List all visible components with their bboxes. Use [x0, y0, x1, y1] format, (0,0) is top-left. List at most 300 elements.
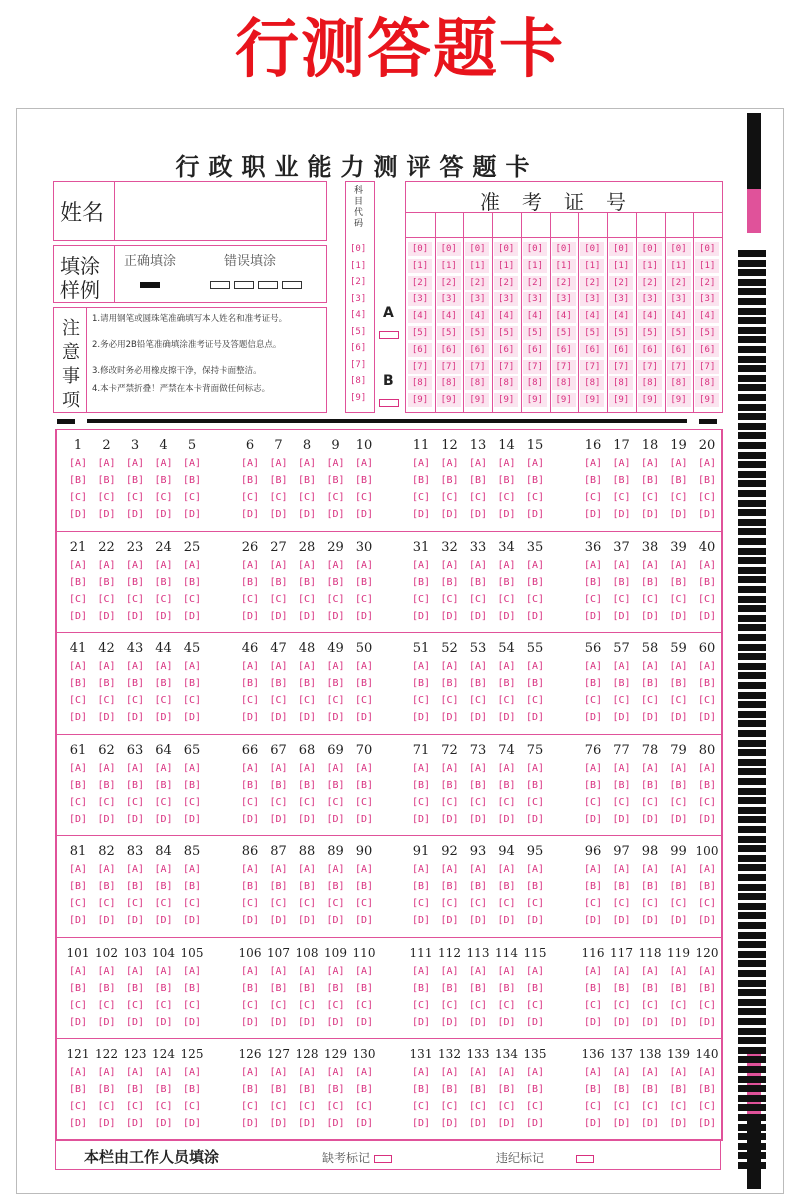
answer-option[interactable]: [A] [669, 965, 688, 977]
violation-mark[interactable] [496, 1149, 594, 1166]
answer-option[interactable]: [B] [182, 982, 202, 994]
answer-option[interactable]: [B] [669, 576, 688, 588]
answer-option[interactable]: [D] [269, 813, 288, 825]
exam-id-digit[interactable]: [7] [638, 360, 662, 374]
answer-option[interactable]: [B] [640, 576, 660, 588]
exam-id-digit[interactable]: [9] [494, 393, 518, 407]
answer-option[interactable]: [D] [640, 1118, 660, 1129]
answer-option[interactable]: [C] [669, 999, 688, 1011]
answer-option[interactable]: [B] [68, 881, 88, 892]
answer-option[interactable]: [D] [440, 1016, 459, 1028]
answer-option[interactable]: [C] [68, 898, 88, 909]
answer-option[interactable]: [C] [354, 999, 374, 1011]
answer-option[interactable]: [A] [97, 661, 116, 672]
answer-option[interactable]: [B] [326, 881, 345, 892]
exam-id-digit[interactable]: [1] [609, 259, 633, 273]
answer-option[interactable]: [A] [125, 965, 145, 977]
answer-option[interactable]: [C] [669, 796, 688, 808]
answer-option[interactable]: [C] [240, 695, 260, 706]
exam-id-digit[interactable]: [9] [609, 393, 633, 407]
answer-option[interactable]: [C] [525, 1101, 545, 1112]
exam-id-digit[interactable]: [3] [523, 292, 547, 306]
answer-option[interactable]: [D] [240, 509, 260, 520]
exam-id-digit[interactable]: [6] [465, 343, 489, 357]
answer-option[interactable]: [B] [583, 576, 603, 588]
exam-id-digit[interactable]: [6] [408, 343, 432, 357]
answer-option[interactable]: [C] [269, 796, 288, 808]
answer-option[interactable]: [B] [125, 1084, 145, 1095]
answer-option[interactable]: [A] [497, 559, 516, 571]
exam-id-digit[interactable]: [0] [609, 242, 633, 256]
answer-option[interactable]: [B] [354, 1084, 374, 1095]
exam-id-digit[interactable]: [0] [638, 242, 662, 256]
answer-option[interactable]: [D] [468, 1118, 488, 1129]
answer-option[interactable]: [C] [525, 593, 545, 605]
exam-id-digit[interactable]: [9] [580, 393, 604, 407]
answer-option[interactable]: [C] [297, 492, 317, 503]
answer-option[interactable]: [D] [125, 915, 145, 926]
answer-option[interactable]: [A] [440, 864, 459, 875]
answer-option[interactable]: [D] [182, 915, 202, 926]
exam-id-digit[interactable]: [4] [609, 309, 633, 323]
answer-option[interactable]: [C] [669, 1101, 688, 1112]
answer-option[interactable]: [D] [411, 610, 431, 622]
answer-option[interactable]: [B] [640, 678, 660, 689]
answer-option[interactable]: [D] [97, 915, 116, 926]
exam-id-digit[interactable]: [8] [609, 376, 633, 390]
answer-option[interactable]: [D] [411, 1118, 431, 1129]
answer-option[interactable]: [B] [411, 779, 431, 791]
answer-option[interactable]: [C] [182, 593, 202, 605]
answer-option[interactable]: [A] [697, 1067, 717, 1078]
answer-option[interactable]: [B] [68, 982, 88, 994]
answer-option[interactable]: [B] [97, 881, 116, 892]
answer-option[interactable]: [A] [640, 458, 660, 469]
answer-option[interactable]: [D] [612, 813, 631, 825]
answer-option[interactable]: [B] [97, 576, 116, 588]
answer-option[interactable]: [C] [497, 1101, 516, 1112]
answer-option[interactable]: [B] [669, 1084, 688, 1095]
answer-option[interactable]: [D] [326, 509, 345, 520]
answer-option[interactable]: [A] [269, 965, 288, 977]
answer-option[interactable]: [C] [612, 796, 631, 808]
exam-id-digit[interactable]: [5] [465, 326, 489, 340]
answer-option[interactable]: [D] [326, 1118, 345, 1129]
answer-option[interactable]: [D] [697, 1016, 717, 1028]
answer-option[interactable]: [A] [240, 559, 260, 571]
answer-option[interactable]: [B] [525, 881, 545, 892]
answer-option[interactable]: [D] [326, 610, 345, 622]
exam-id-digit[interactable]: [2] [494, 276, 518, 290]
answer-option[interactable]: [C] [297, 898, 317, 909]
answer-option[interactable]: [D] [640, 509, 660, 520]
answer-option[interactable]: [B] [440, 678, 459, 689]
answer-option[interactable]: [C] [240, 796, 260, 808]
exam-id-digit[interactable]: [0] [552, 242, 576, 256]
answer-option[interactable]: [C] [97, 999, 116, 1011]
answer-option[interactable]: [B] [125, 881, 145, 892]
answer-option[interactable]: [A] [411, 1067, 431, 1078]
answer-option[interactable]: [D] [182, 610, 202, 622]
answer-option[interactable]: [B] [125, 982, 145, 994]
type-a-bubble[interactable] [379, 331, 399, 339]
answer-option[interactable]: [C] [583, 1101, 603, 1112]
answer-option[interactable]: [B] [269, 1084, 288, 1095]
answer-option[interactable]: [A] [669, 559, 688, 571]
answer-option[interactable]: [B] [612, 576, 631, 588]
answer-option[interactable]: [C] [269, 695, 288, 706]
answer-option[interactable]: [B] [411, 1084, 431, 1095]
answer-option[interactable]: [A] [583, 762, 603, 774]
answer-option[interactable]: [C] [125, 593, 145, 605]
exam-id-digit[interactable]: [1] [465, 259, 489, 273]
answer-option[interactable]: [D] [154, 1016, 173, 1028]
answer-option[interactable]: [D] [240, 1118, 260, 1129]
answer-option[interactable]: [D] [411, 813, 431, 825]
answer-option[interactable]: [B] [468, 982, 488, 994]
answer-option[interactable]: [D] [297, 610, 317, 622]
answer-option[interactable]: [C] [354, 1101, 374, 1112]
answer-option[interactable]: [A] [97, 1067, 116, 1078]
exam-id-digit[interactable]: [4] [695, 309, 719, 323]
answer-option[interactable]: [D] [497, 915, 516, 926]
exam-id-digit[interactable]: [4] [638, 309, 662, 323]
answer-option[interactable]: [B] [354, 982, 374, 994]
answer-option[interactable]: [B] [182, 678, 202, 689]
answer-option[interactable]: [B] [97, 982, 116, 994]
answer-option[interactable]: [D] [240, 915, 260, 926]
answer-option[interactable]: [D] [354, 712, 374, 723]
answer-option[interactable]: [A] [583, 559, 603, 571]
answer-option[interactable]: [A] [583, 965, 603, 977]
answer-option[interactable]: [D] [182, 1016, 202, 1028]
exam-id-digit[interactable]: [6] [437, 343, 461, 357]
answer-option[interactable]: [A] [182, 458, 202, 469]
answer-option[interactable]: [D] [612, 712, 631, 723]
answer-option[interactable]: [C] [697, 492, 717, 503]
answer-option[interactable]: [B] [240, 881, 260, 892]
answer-option[interactable]: [A] [468, 661, 488, 672]
answer-option[interactable]: [C] [240, 593, 260, 605]
answer-option[interactable]: [C] [612, 492, 631, 503]
answer-option[interactable]: [B] [125, 779, 145, 791]
answer-option[interactable]: [B] [497, 982, 516, 994]
answer-option[interactable]: [D] [640, 610, 660, 622]
answer-option[interactable]: [D] [640, 1016, 660, 1028]
answer-option[interactable]: [A] [669, 458, 688, 469]
answer-option[interactable]: [A] [125, 1067, 145, 1078]
answer-option[interactable]: [A] [669, 1067, 688, 1078]
answer-option[interactable]: [B] [697, 576, 717, 588]
answer-option[interactable]: [C] [125, 796, 145, 808]
answer-option[interactable]: [C] [583, 999, 603, 1011]
answer-option[interactable]: [B] [182, 475, 202, 486]
exam-id-digit[interactable]: [3] [552, 292, 576, 306]
answer-option[interactable]: [B] [697, 475, 717, 486]
answer-option[interactable]: [B] [97, 678, 116, 689]
exam-id-digit[interactable]: [2] [638, 276, 662, 290]
answer-option[interactable]: [C] [440, 1101, 459, 1112]
answer-option[interactable]: [C] [97, 492, 116, 503]
answer-option[interactable]: [D] [440, 712, 459, 723]
exam-id-digit[interactable]: [5] [494, 326, 518, 340]
exam-id-digit[interactable]: [5] [638, 326, 662, 340]
answer-option[interactable]: [C] [525, 492, 545, 503]
answer-option[interactable]: [C] [326, 999, 345, 1011]
answer-option[interactable]: [B] [497, 881, 516, 892]
answer-option[interactable]: [C] [583, 695, 603, 706]
answer-option[interactable]: [D] [468, 1016, 488, 1028]
answer-option[interactable]: [C] [411, 1101, 431, 1112]
answer-option[interactable]: [C] [583, 796, 603, 808]
exam-id-digit[interactable]: [5] [552, 326, 576, 340]
answer-option[interactable]: [B] [326, 1084, 345, 1095]
answer-option[interactable]: [A] [583, 458, 603, 469]
answer-option[interactable]: [D] [68, 509, 88, 520]
answer-option[interactable]: [A] [182, 559, 202, 571]
answer-option[interactable]: [B] [154, 881, 173, 892]
exam-id-digit[interactable]: [0] [494, 242, 518, 256]
answer-option[interactable]: [D] [297, 509, 317, 520]
answer-option[interactable]: [C] [154, 898, 173, 909]
answer-option[interactable]: [D] [125, 509, 145, 520]
answer-option[interactable]: [D] [154, 813, 173, 825]
answer-option[interactable]: [B] [697, 982, 717, 994]
answer-option[interactable]: [D] [440, 915, 459, 926]
answer-option[interactable]: [C] [269, 593, 288, 605]
answer-option[interactable]: [D] [411, 915, 431, 926]
answer-option[interactable]: [A] [297, 762, 317, 774]
answer-option[interactable]: [B] [697, 1084, 717, 1095]
answer-option[interactable]: [B] [497, 779, 516, 791]
answer-option[interactable]: [A] [354, 965, 374, 977]
answer-option[interactable]: [C] [68, 593, 88, 605]
answer-option[interactable]: [C] [440, 492, 459, 503]
answer-option[interactable]: [A] [326, 458, 345, 469]
answer-option[interactable]: [D] [697, 813, 717, 825]
answer-option[interactable]: [D] [354, 1118, 374, 1129]
answer-option[interactable]: [A] [468, 1067, 488, 1078]
answer-option[interactable]: [D] [697, 509, 717, 520]
answer-option[interactable]: [D] [497, 813, 516, 825]
exam-id-digit[interactable]: [5] [580, 326, 604, 340]
exam-id-digit[interactable]: [8] [494, 376, 518, 390]
subject-code-digit[interactable]: [8] [350, 376, 367, 386]
answer-option[interactable]: [B] [669, 881, 688, 892]
answer-option[interactable]: [A] [125, 864, 145, 875]
answer-option[interactable]: [D] [269, 915, 288, 926]
answer-option[interactable]: [D] [440, 610, 459, 622]
answer-option[interactable]: [D] [612, 915, 631, 926]
answer-option[interactable]: [D] [612, 1118, 631, 1129]
answer-option[interactable]: [C] [154, 492, 173, 503]
answer-option[interactable]: [A] [354, 559, 374, 571]
exam-id-digit[interactable]: [2] [437, 276, 461, 290]
exam-id-digit[interactable]: [6] [695, 343, 719, 357]
exam-id-digit[interactable]: [0] [667, 242, 691, 256]
answer-option[interactable]: [B] [154, 678, 173, 689]
answer-option[interactable]: [C] [525, 695, 545, 706]
exam-id-digit[interactable]: [8] [408, 376, 432, 390]
answer-option[interactable]: [B] [411, 576, 431, 588]
answer-option[interactable]: [B] [154, 1084, 173, 1095]
answer-option[interactable]: [C] [612, 999, 631, 1011]
answer-option[interactable]: [C] [354, 898, 374, 909]
answer-option[interactable]: [B] [497, 678, 516, 689]
answer-option[interactable]: [C] [697, 593, 717, 605]
answer-option[interactable]: [C] [297, 1101, 317, 1112]
exam-id-digit[interactable]: [7] [437, 360, 461, 374]
answer-option[interactable]: [D] [154, 610, 173, 622]
answer-option[interactable]: [D] [612, 610, 631, 622]
answer-option[interactable]: [A] [269, 1067, 288, 1078]
answer-option[interactable]: [C] [269, 898, 288, 909]
answer-option[interactable]: [A] [497, 458, 516, 469]
answer-option[interactable]: [C] [326, 695, 345, 706]
exam-id-digit[interactable]: [1] [494, 259, 518, 273]
answer-option[interactable]: [A] [525, 864, 545, 875]
answer-option[interactable]: [D] [612, 1016, 631, 1028]
answer-option[interactable]: [A] [468, 458, 488, 469]
answer-option[interactable]: [D] [669, 610, 688, 622]
answer-option[interactable]: [D] [68, 1016, 88, 1028]
answer-option[interactable]: [A] [440, 1067, 459, 1078]
answer-option[interactable]: [C] [497, 695, 516, 706]
answer-option[interactable]: [A] [240, 661, 260, 672]
answer-option[interactable]: [C] [640, 695, 660, 706]
answer-option[interactable]: [A] [640, 1067, 660, 1078]
answer-option[interactable]: [A] [154, 458, 173, 469]
answer-option[interactable]: [C] [468, 1101, 488, 1112]
exam-id-digit[interactable]: [6] [580, 343, 604, 357]
answer-option[interactable]: [A] [68, 864, 88, 875]
exam-id-digit[interactable]: [4] [494, 309, 518, 323]
answer-option[interactable]: [A] [297, 559, 317, 571]
exam-id-digit[interactable]: [6] [523, 343, 547, 357]
answer-option[interactable]: [C] [125, 898, 145, 909]
answer-option[interactable]: [C] [97, 695, 116, 706]
answer-option[interactable]: [D] [297, 915, 317, 926]
answer-option[interactable]: [D] [640, 915, 660, 926]
answer-option[interactable]: [A] [583, 661, 603, 672]
answer-option[interactable]: [D] [411, 509, 431, 520]
exam-id-digit[interactable]: [9] [437, 393, 461, 407]
exam-id-digit[interactable]: [1] [523, 259, 547, 273]
answer-option[interactable]: [C] [583, 898, 603, 909]
answer-option[interactable]: [A] [497, 762, 516, 774]
answer-option[interactable]: [B] [583, 1084, 603, 1095]
answer-option[interactable]: [D] [411, 712, 431, 723]
answer-option[interactable]: [D] [240, 712, 260, 723]
answer-option[interactable]: [D] [411, 1016, 431, 1028]
exam-id-digit[interactable]: [6] [609, 343, 633, 357]
answer-option[interactable]: [A] [240, 864, 260, 875]
exam-id-digit[interactable]: [3] [695, 292, 719, 306]
answer-option[interactable]: [B] [612, 779, 631, 791]
answer-option[interactable]: [A] [297, 458, 317, 469]
exam-id-digit[interactable]: [3] [465, 292, 489, 306]
answer-option[interactable]: [B] [354, 678, 374, 689]
answer-option[interactable]: [C] [68, 796, 88, 808]
exam-id-digit[interactable]: [0] [580, 242, 604, 256]
answer-option[interactable]: [C] [612, 695, 631, 706]
answer-option[interactable]: [D] [326, 712, 345, 723]
answer-option[interactable]: [B] [468, 678, 488, 689]
exam-id-digit[interactable]: [7] [552, 360, 576, 374]
answer-option[interactable]: [B] [497, 1084, 516, 1095]
answer-option[interactable]: [B] [269, 779, 288, 791]
answer-option[interactable]: [B] [640, 1084, 660, 1095]
exam-id-digit[interactable]: [5] [408, 326, 432, 340]
answer-option[interactable]: [C] [240, 492, 260, 503]
answer-option[interactable]: [C] [182, 1101, 202, 1112]
answer-option[interactable]: [A] [411, 965, 431, 977]
answer-option[interactable]: [C] [297, 999, 317, 1011]
answer-option[interactable]: [D] [640, 813, 660, 825]
answer-option[interactable]: [A] [497, 1067, 516, 1078]
answer-option[interactable]: [B] [640, 475, 660, 486]
answer-option[interactable]: [A] [182, 864, 202, 875]
answer-option[interactable]: [A] [612, 559, 631, 571]
answer-option[interactable]: [B] [612, 678, 631, 689]
answer-option[interactable]: [D] [240, 1016, 260, 1028]
answer-option[interactable]: [C] [182, 796, 202, 808]
answer-option[interactable]: [B] [269, 982, 288, 994]
answer-option[interactable]: [B] [97, 1084, 116, 1095]
exam-id-digit[interactable]: [8] [437, 376, 461, 390]
answer-option[interactable]: [D] [583, 1118, 603, 1129]
answer-option[interactable]: [A] [669, 661, 688, 672]
answer-option[interactable]: [C] [154, 999, 173, 1011]
answer-option[interactable]: [D] [669, 1118, 688, 1129]
exam-id-digit[interactable]: [2] [465, 276, 489, 290]
answer-option[interactable]: [D] [640, 712, 660, 723]
answer-option[interactable]: [C] [440, 695, 459, 706]
exam-id-digit[interactable]: [4] [437, 309, 461, 323]
answer-option[interactable]: [A] [154, 559, 173, 571]
answer-option[interactable]: [C] [468, 492, 488, 503]
answer-option[interactable]: [A] [297, 864, 317, 875]
answer-option[interactable]: [A] [97, 965, 116, 977]
exam-id-digit[interactable]: [3] [494, 292, 518, 306]
answer-option[interactable]: [C] [640, 898, 660, 909]
answer-option[interactable]: [A] [525, 1067, 545, 1078]
answer-option[interactable]: [C] [68, 999, 88, 1011]
answer-option[interactable]: [B] [68, 1084, 88, 1095]
answer-option[interactable]: [B] [154, 475, 173, 486]
answer-option[interactable]: [D] [269, 1016, 288, 1028]
exam-id-digit[interactable]: [9] [523, 393, 547, 407]
exam-id-digit[interactable]: [9] [552, 393, 576, 407]
answer-option[interactable]: [B] [612, 881, 631, 892]
exam-id-digit[interactable]: [3] [638, 292, 662, 306]
exam-id-digit[interactable]: [7] [695, 360, 719, 374]
answer-option[interactable]: [C] [411, 796, 431, 808]
answer-option[interactable]: [C] [583, 593, 603, 605]
answer-option[interactable]: [B] [240, 982, 260, 994]
subject-code-digit[interactable]: [3] [350, 293, 367, 304]
answer-option[interactable]: [D] [154, 509, 173, 520]
exam-id-digit[interactable]: [1] [408, 259, 432, 273]
exam-id-digit[interactable]: [1] [437, 259, 461, 273]
answer-option[interactable]: [C] [669, 898, 688, 909]
answer-option[interactable]: [A] [97, 762, 116, 774]
exam-id-digit[interactable]: [1] [552, 259, 576, 273]
exam-id-digit[interactable]: [6] [638, 343, 662, 357]
answer-option[interactable]: [A] [154, 1067, 173, 1078]
answer-option[interactable]: [D] [468, 610, 488, 622]
subject-code-digit[interactable]: [0] [350, 244, 367, 254]
